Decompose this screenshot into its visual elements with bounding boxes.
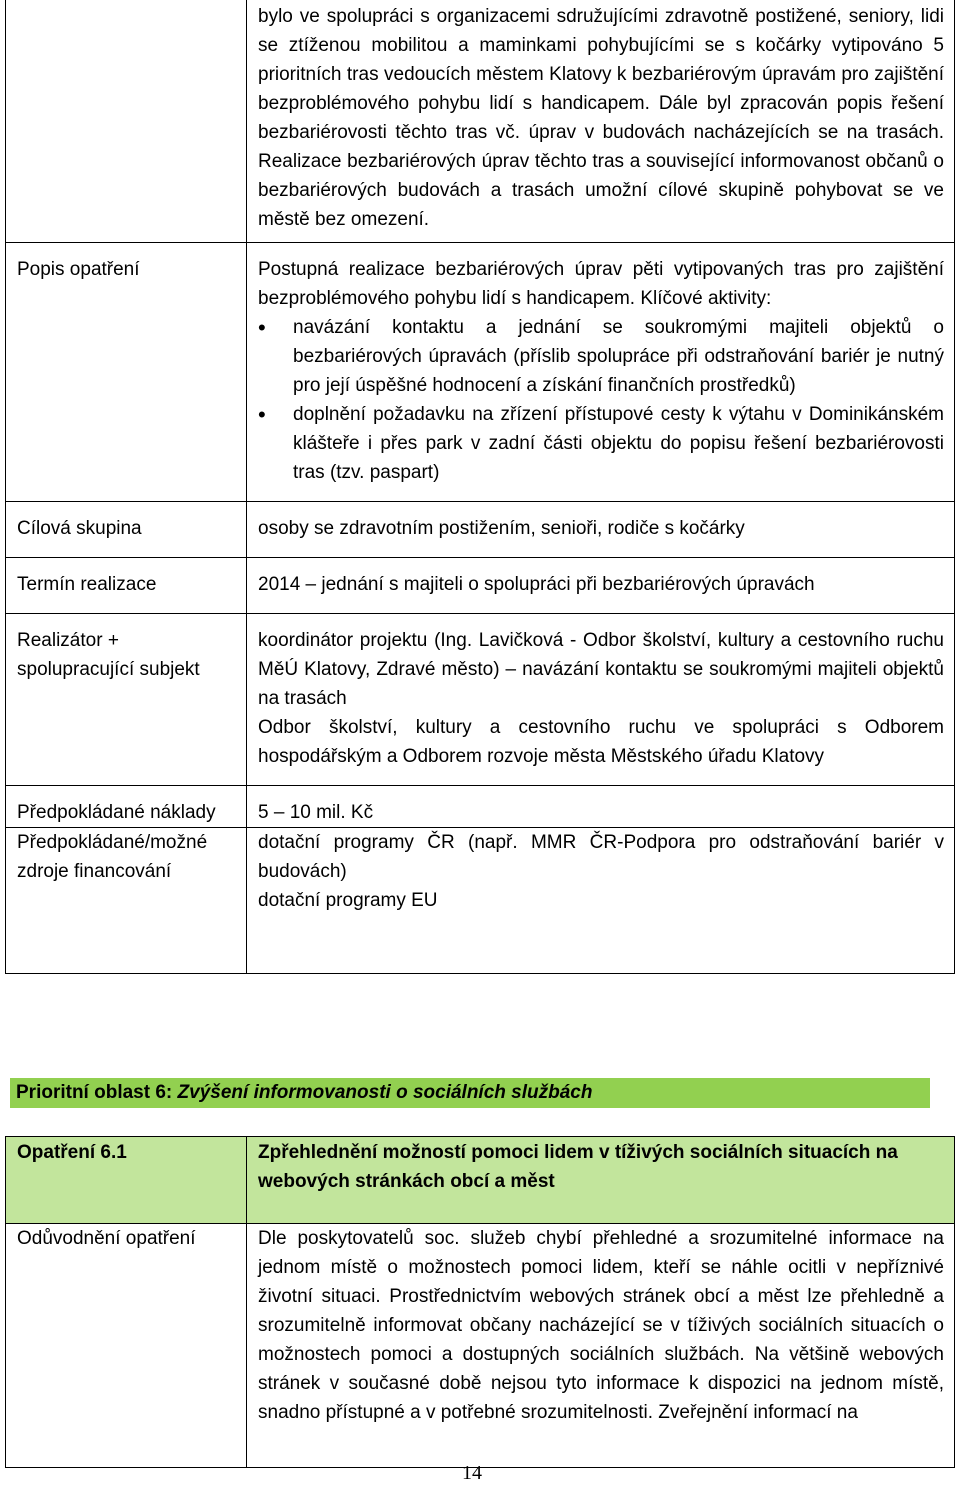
realizator-text-1: koordinátor projektu (Ing. Lavičková - Odbor školství, kultury a cestovního ruchu MěÚ Klatovy, Zdravé město) – navázání kontaktu se soukromými majiteli objektů na trasách xyxy=(258,630,944,709)
zdroje-text-2: dotační programy EU xyxy=(258,890,438,911)
priority-area-heading xyxy=(10,1078,930,1108)
label-oduvodneni: Odůvodnění opatření xyxy=(6,1224,247,1468)
intro-text: bylo ve spolupráci s organizacemi sdružujícími zdravotně postižené, seniory, lidi se ztíženou mobilitou a maminkami pohybujícími se s kočárky vytipováno 5 prioritních tras vedoucích městem Klatovy k bezbariérovým úpravám pro zajištění bezproblémového pohybu lidí s handicapem. Dále byl zpracován popis řešení bezbariérovosti těchto tras vč. úprav v budovách nacházejících se na trasách. Realizace bezbariérových úprav těchto tras a související informovanost občanů o bezbariérových budovách a trasách umožní cílové skupině pohybovat se ve městě bez omezení. xyxy=(247,0,955,243)
popis-text: Postupná realizace bezbariérových úprav pěti vytipovaných tras pro zajištění bezproblémového pohybu lidí s handicapem. Klíčové aktivity: xyxy=(258,259,944,309)
priority-prefix: Prioritní oblast 6: xyxy=(16,1082,178,1103)
measure-table-continued xyxy=(5,0,955,974)
cilova-text: osoby se zdravotním postižením, senioři, rodiče s kočárky xyxy=(247,502,955,558)
termin-text: 2014 – jednání s majiteli o spolupráci při bezbariérových úpravách xyxy=(247,558,955,614)
label-zdroje: Předpokládané/možné zdroje financování xyxy=(6,828,247,974)
activity-item: • navázání kontaktu a jednání se soukromými majiteli objektů o bezbariérových úpravách (příslib spolupráce při odstraňování bariér je nutný pro její úspěšné hodnocení a získání finančních prostředků) xyxy=(258,313,944,400)
label-cilova: Cílová skupina xyxy=(6,502,247,558)
activity-item: • doplnění požadavku na zřízení přístupové cesty k výtahu v Dominikánském klášteře i přes park v zadní části objektu do popisu řešení bezbariérovosti tras (tzv. paspart) xyxy=(258,400,944,487)
popis-cell xyxy=(247,243,955,502)
activity-list xyxy=(258,313,944,487)
label-popis: Popis opatření xyxy=(6,243,247,502)
zdroje-cell xyxy=(247,828,955,974)
label-naklady: Předpokládané náklady xyxy=(6,786,247,828)
empty-label-cell xyxy=(6,0,247,243)
label-realizator: Realizátor + spolupracující subjekt xyxy=(6,614,247,786)
measure-title: Zpřehlednění možností pomoci lidem v tíživých sociálních situacích na webových stránkách obcí a měst xyxy=(247,1137,955,1224)
realizator-text-2: Odbor školství, kultury a cestovního ruchu ve spolupráci s Odborem hospodářským a Odborem rozvoje města Městského úřadu Klatovy xyxy=(258,717,944,767)
priority-title: Zvýšení informovanosti o sociálních službách xyxy=(177,1082,593,1103)
naklady-text: 5 – 10 mil. Kč xyxy=(247,786,955,828)
realizator-cell xyxy=(247,614,955,786)
measure-label: Opatření 6.1 xyxy=(6,1137,247,1224)
measure-table-6-1 xyxy=(5,1136,955,1468)
label-termin: Termín realizace xyxy=(6,558,247,614)
oduvodneni-text: Dle poskytovatelů soc. služeb chybí přehledné a srozumitelné informace na jednom místě o možnostech pomoci lidem, kteří se náhle ocitli v nepříznivé životní situaci. Prostřednictvím webových stránek obcí a měst lze přehledně a srozumitelně informovat občany nacházející se v tíživých sociálních situacích o možnostech pomoci a dostupných sociálních službách. Na většině webových stránek v současné době nejsou tyto informace k dispozici na jednom místě, snadno přístupné a v potřebné srozumitelnosti. Zveřejnění informací na xyxy=(247,1224,955,1468)
zdroje-text-1: dotační programy ČR (např. MMR ČR-Podpora pro odstraňování bariér v budovách) xyxy=(258,832,944,882)
page-number: 14 xyxy=(462,1462,482,1484)
